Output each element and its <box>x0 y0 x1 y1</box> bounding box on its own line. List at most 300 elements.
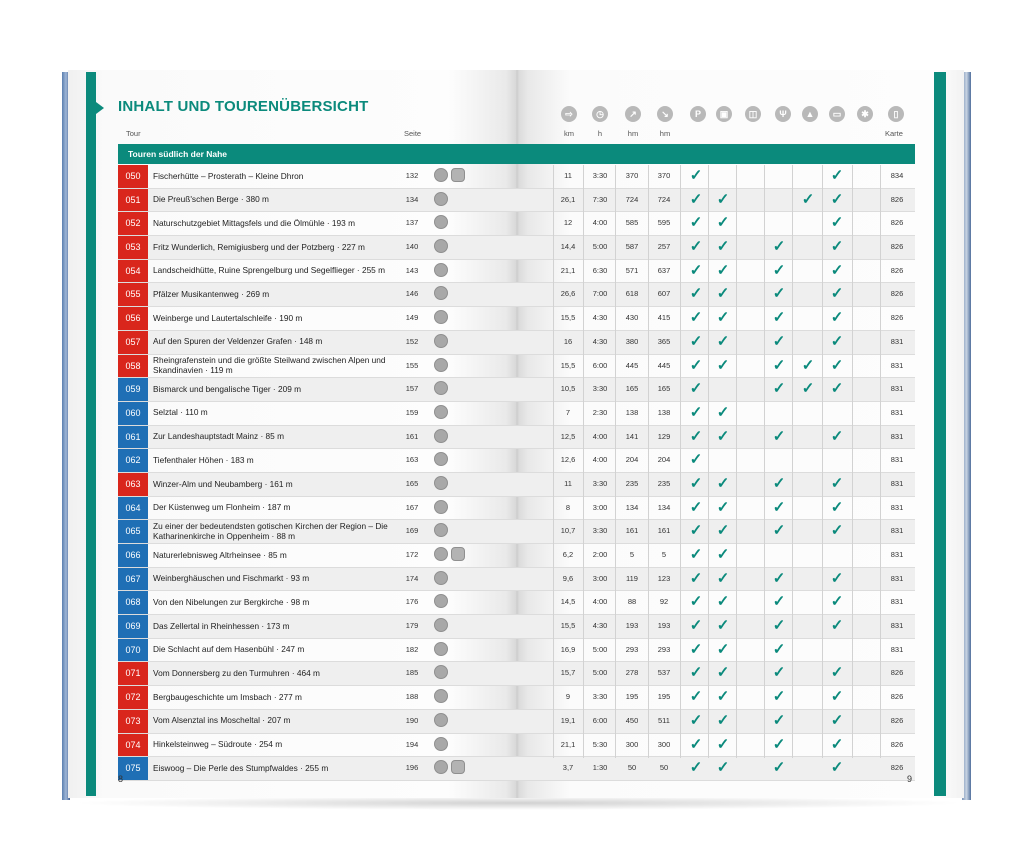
parking-icon: P <box>690 106 706 122</box>
tour-up: 585 <box>625 218 639 228</box>
checkmark-icon: ✓ <box>689 664 703 682</box>
checkmark-icon: ✓ <box>716 403 730 421</box>
checkmark-icon: ✓ <box>772 474 786 492</box>
tour-h: 2:30 <box>592 407 608 417</box>
checkmark-icon: ✓ <box>716 474 730 492</box>
checkmark-icon: ✓ <box>772 427 786 445</box>
trail-type-icon <box>434 476 448 490</box>
bus-icon: ▣ <box>716 106 732 122</box>
tour-page: 146 <box>405 289 419 299</box>
trail-type-icon <box>434 618 448 632</box>
clock-icon: ◷ <box>592 106 608 122</box>
checkmark-icon: ✓ <box>689 261 703 279</box>
checkmark-icon: ✓ <box>716 640 730 658</box>
tour-up: 445 <box>625 360 639 370</box>
tour-map: 826 <box>890 715 904 725</box>
tour-name: Vom Alsenztal ins Moscheltal · 207 m <box>153 715 291 726</box>
checkmark-icon: ✓ <box>689 356 703 374</box>
tour-km: 6,2 <box>562 550 574 559</box>
tour-up: 134 <box>625 502 639 512</box>
tour-name: Der Küstenweg um Flonheim · 187 m <box>153 502 291 513</box>
tour-km: 12 <box>563 218 573 228</box>
checkmark-icon: ✓ <box>689 759 703 777</box>
tour-up: 138 <box>625 407 639 417</box>
tour-h: 4:00 <box>592 455 608 465</box>
column-divider <box>583 165 584 758</box>
tour-number: 051 <box>118 189 148 212</box>
trail-type-icon <box>434 381 448 395</box>
tour-number: 060 <box>118 402 148 425</box>
trail-type-icon <box>434 334 448 348</box>
tour-page: 196 <box>405 763 419 773</box>
tour-map: 831 <box>890 597 904 607</box>
signpost-icon: ⇨ <box>561 106 577 122</box>
table-row <box>118 520 915 544</box>
tour-down: 365 <box>657 336 671 346</box>
tour-name: Weinberge und Lautertalschleife · 190 m <box>153 312 303 323</box>
tour-up: 278 <box>625 668 639 678</box>
tour-page: 137 <box>405 218 419 228</box>
checkmark-icon: ✓ <box>830 380 844 398</box>
tour-h: 3:30 <box>592 692 608 702</box>
tour-map: 831 <box>890 360 904 370</box>
tour-type-icons <box>434 737 448 753</box>
tour-page: 143 <box>405 265 419 275</box>
checkmark-icon: ✓ <box>716 498 730 516</box>
trail-type-icon <box>434 500 448 514</box>
tour-type-icons <box>434 168 465 184</box>
checkmark-icon: ✓ <box>772 617 786 635</box>
table-row <box>118 426 915 450</box>
tour-down: 129 <box>657 431 671 441</box>
table-row <box>118 189 915 213</box>
tour-up: 235 <box>625 478 639 488</box>
bed-icon: ▭ <box>829 106 845 122</box>
tour-name: Tiefenthaler Höhen · 183 m <box>153 454 254 465</box>
tour-km: 21,1 <box>560 265 576 275</box>
checkmark-icon: ✓ <box>772 593 786 611</box>
tour-name: Bismarck und bengalische Tiger · 209 m <box>153 383 302 394</box>
column-divider <box>680 165 681 758</box>
tour-h: 3:00 <box>592 573 608 583</box>
ascent-icon: ↗ <box>625 106 641 122</box>
table-row <box>118 734 915 758</box>
table-row <box>118 615 915 639</box>
tour-up: 165 <box>625 384 639 394</box>
checkmark-icon: ✓ <box>830 427 844 445</box>
checkmark-icon: ✓ <box>772 664 786 682</box>
tour-number: 074 <box>118 734 148 757</box>
tour-up: 293 <box>625 644 639 654</box>
page-number-left: 8 <box>118 774 124 784</box>
tour-km: 9,6 <box>562 573 574 583</box>
checkmark-icon: ✓ <box>716 688 730 706</box>
column-divider <box>736 165 737 758</box>
tour-down: 511 <box>658 715 670 725</box>
table-row <box>118 757 915 781</box>
tour-up: 571 <box>625 265 639 275</box>
tour-name: Bergbaugeschichte um Imsbach · 277 m <box>153 691 302 702</box>
checkmark-icon: ✓ <box>689 546 703 563</box>
checkmark-icon: ✓ <box>689 380 703 398</box>
tour-type-icons <box>434 405 448 421</box>
table-row <box>118 260 915 284</box>
table-row <box>118 710 915 734</box>
checkmark-icon: ✓ <box>716 261 730 279</box>
tour-type-icons <box>434 642 448 658</box>
checkmark-icon: ✓ <box>830 617 844 635</box>
tour-page: 159 <box>405 407 419 417</box>
tour-km: 9 <box>565 692 571 702</box>
trail-type-icon <box>434 760 448 774</box>
table-row <box>118 473 915 497</box>
tour-h: 4:00 <box>592 218 608 228</box>
tour-down: 445 <box>657 360 671 370</box>
tour-number: 057 <box>118 331 148 354</box>
tour-down: 537 <box>657 668 671 678</box>
tour-map: 831 <box>890 502 904 512</box>
map-icon: ▯ <box>888 106 904 122</box>
tour-name: Von den Nibelungen zur Bergkirche · 98 m <box>153 596 310 607</box>
tour-km: 15,7 <box>560 668 576 678</box>
tour-map: 826 <box>890 218 904 228</box>
tour-h: 2:00 <box>592 550 608 559</box>
checkmark-icon: ✓ <box>830 261 844 279</box>
tour-number: 063 <box>118 473 148 496</box>
tour-name: Eiswoog – Die Perle des Stumpfwaldes · 255 m <box>153 762 329 773</box>
column-divider <box>880 165 881 758</box>
tour-km: 16,9 <box>560 644 576 654</box>
tour-name: Rheingrafenstein und die größte Steilwand zwischen Alpen und Skandinavien · 119 m <box>153 355 386 375</box>
tour-type-icons <box>434 381 448 397</box>
trail-type-icon <box>434 239 448 253</box>
table-row <box>118 402 915 426</box>
tour-km: 11 <box>564 171 572 180</box>
tour-number: 068 <box>118 591 148 614</box>
tour-map: 826 <box>890 289 904 299</box>
table-row <box>118 236 915 260</box>
trail-type-icon <box>434 452 448 466</box>
summit-icon: ▲ <box>802 106 818 122</box>
page-number-right: 9 <box>907 774 913 784</box>
checkmark-icon: ✓ <box>830 190 844 208</box>
tour-page: 134 <box>405 194 419 204</box>
table-row <box>118 212 915 236</box>
tour-type-icons <box>434 618 448 634</box>
checkmark-icon: ✓ <box>772 285 786 303</box>
tour-km: 3,7 <box>562 763 574 773</box>
checkmark-icon: ✓ <box>830 238 844 256</box>
tour-map: 831 <box>890 455 904 465</box>
tour-km: 15,5 <box>560 621 576 631</box>
trail-type-icon <box>434 215 448 229</box>
restaurant-icon: Ψ <box>775 106 791 122</box>
checkmark-icon: ✓ <box>772 238 786 256</box>
checkmark-icon: ✓ <box>716 759 730 777</box>
checkmark-icon: ✓ <box>689 332 703 350</box>
column-divider <box>822 165 823 758</box>
checkmark-icon: ✓ <box>716 356 730 374</box>
tour-page: 172 <box>405 550 419 559</box>
tour-h: 7:00 <box>592 289 608 299</box>
unit-label: km <box>564 129 574 138</box>
unit-label: hm <box>659 129 671 138</box>
checkmark-icon: ✓ <box>772 261 786 279</box>
tour-name: Zur Landeshauptstadt Mainz · 85 m <box>153 431 284 442</box>
tour-type-icons <box>434 594 448 610</box>
tour-map: 826 <box>890 242 904 252</box>
tour-h: 4:30 <box>592 621 608 631</box>
tour-number: 055 <box>118 283 148 306</box>
page-title: INHALT UND TOURENÜBERSICHT <box>118 98 369 115</box>
tour-number: 050 <box>118 165 148 188</box>
tour-down: 415 <box>657 313 671 323</box>
tour-h: 4:30 <box>592 336 608 346</box>
checkmark-icon: ✓ <box>689 451 703 469</box>
tour-map: 831 <box>890 550 904 559</box>
tour-name: Hinkelsteinweg – Südroute · 254 m <box>153 739 283 750</box>
checkmark-icon: ✓ <box>830 735 844 753</box>
tour-down: 370 <box>657 171 671 180</box>
checkmark-icon: ✓ <box>716 664 730 682</box>
tour-up: 119 <box>626 573 638 583</box>
tour-down: 300 <box>657 739 671 749</box>
tour-map: 826 <box>890 194 904 204</box>
tour-up: 88 <box>627 597 637 607</box>
tour-h: 5:00 <box>592 644 608 654</box>
tour-number: 070 <box>118 639 148 662</box>
map-column-header: Karte <box>885 129 903 138</box>
tour-km: 15,5 <box>560 360 576 370</box>
checkmark-icon: ✓ <box>689 190 703 208</box>
tour-page: 152 <box>405 336 419 346</box>
tour-type-icons <box>434 215 448 231</box>
tour-map: 826 <box>890 739 904 749</box>
trail-type-icon <box>434 713 448 727</box>
tour-map: 826 <box>890 265 904 275</box>
cable-car-icon: ◫ <box>745 106 761 122</box>
tour-km: 11 <box>564 478 572 488</box>
tour-name: Vom Donnersberg zu den Turmuhren · 464 m <box>153 668 320 679</box>
tour-h: 7:30 <box>592 194 608 204</box>
tour-down: 134 <box>657 502 671 512</box>
table-row <box>118 568 915 592</box>
tour-km: 26,1 <box>560 194 576 204</box>
checkmark-icon: ✓ <box>689 593 703 611</box>
tour-name: Die Schlacht auf dem Hasenbühl · 247 m <box>153 644 305 655</box>
tour-h: 5:00 <box>592 668 608 678</box>
tour-up: 370 <box>625 171 639 180</box>
tour-up: 161 <box>625 526 639 536</box>
tour-km: 10,7 <box>560 526 576 536</box>
tour-down: 195 <box>657 692 671 702</box>
unit-label: hm <box>627 129 639 138</box>
checkmark-icon: ✓ <box>689 167 703 184</box>
table-row <box>118 449 915 473</box>
tour-type-icons <box>434 713 448 729</box>
trail-type-icon <box>434 286 448 300</box>
checkmark-icon: ✓ <box>830 285 844 303</box>
family-bear-icon <box>451 168 465 182</box>
tour-number: 062 <box>118 449 148 472</box>
tour-up: 141 <box>625 431 639 441</box>
table-row <box>118 639 915 663</box>
checkmark-icon: ✓ <box>716 332 730 350</box>
tour-down: 607 <box>657 289 671 299</box>
table-row <box>118 497 915 521</box>
trail-type-icon <box>434 689 448 703</box>
section-header <box>118 144 915 164</box>
tour-number: 071 <box>118 662 148 685</box>
checkmark-icon: ✓ <box>772 356 786 374</box>
tour-name: Die Preuß'schen Berge · 380 m <box>153 194 269 205</box>
tour-page: 185 <box>405 668 419 678</box>
trail-type-icon <box>434 358 448 372</box>
tour-h: 5:30 <box>592 739 608 749</box>
trail-type-icon <box>434 429 448 443</box>
tour-h: 4:00 <box>592 431 608 441</box>
trail-type-icon <box>434 737 448 751</box>
tour-type-icons <box>434 547 465 563</box>
checkmark-icon: ✓ <box>830 356 844 374</box>
tour-km: 16 <box>563 336 573 346</box>
tour-page: 190 <box>405 715 419 725</box>
checkmark-icon: ✓ <box>772 498 786 516</box>
tour-h: 1:30 <box>592 763 608 773</box>
tour-down: 161 <box>657 526 671 536</box>
tour-down: 204 <box>657 455 671 465</box>
title-arrow-icon <box>96 102 104 114</box>
section-title: Touren südlich der Nahe <box>128 149 228 159</box>
tour-page: 161 <box>405 431 419 441</box>
tour-number: 069 <box>118 615 148 638</box>
checkmark-icon: ✓ <box>716 569 730 587</box>
checkmark-icon: ✓ <box>830 522 844 540</box>
checkmark-icon: ✓ <box>830 498 844 516</box>
tour-up: 300 <box>625 739 639 749</box>
tour-up: 193 <box>625 621 639 631</box>
checkmark-icon: ✓ <box>830 759 844 777</box>
checkmark-icon: ✓ <box>830 167 844 184</box>
tour-down: 50 <box>659 763 669 773</box>
tour-down: 123 <box>657 573 671 583</box>
tour-km: 14,4 <box>560 242 576 252</box>
tour-type-icons <box>434 192 448 208</box>
tour-number: 052 <box>118 212 148 235</box>
tour-type-icons <box>434 263 448 279</box>
tour-type-icons <box>434 760 465 776</box>
tour-h: 3:30 <box>592 384 608 394</box>
table-row <box>118 331 915 355</box>
checkmark-icon: ✓ <box>689 238 703 256</box>
tour-page: 140 <box>405 242 419 252</box>
tour-up: 50 <box>627 763 637 773</box>
checkmark-icon: ✓ <box>716 238 730 256</box>
tour-page: 194 <box>405 739 419 749</box>
table-row <box>118 662 915 686</box>
tour-number: 061 <box>118 426 148 449</box>
tour-map: 831 <box>890 431 904 441</box>
checkmark-icon: ✓ <box>689 640 703 658</box>
tour-km: 12,6 <box>560 455 576 465</box>
checkmark-icon: ✓ <box>772 569 786 587</box>
column-divider <box>852 165 853 758</box>
column-divider <box>553 165 554 758</box>
family-bear-icon <box>451 760 465 774</box>
tour-down: 293 <box>657 644 671 654</box>
tour-page: 169 <box>405 526 419 536</box>
tour-type-icons <box>434 476 448 492</box>
checkmark-icon: ✓ <box>801 190 815 208</box>
tour-number: 075 <box>118 757 148 780</box>
trail-type-icon <box>434 168 448 182</box>
table-row <box>118 355 915 379</box>
tour-type-icons <box>434 429 448 445</box>
trail-type-icon <box>434 405 448 419</box>
tour-map: 826 <box>890 313 904 323</box>
trail-type-icon <box>434 310 448 324</box>
tour-up: 724 <box>625 194 639 204</box>
tour-km: 12,5 <box>560 431 576 441</box>
checkmark-icon: ✓ <box>772 309 786 327</box>
checkmark-icon: ✓ <box>801 380 815 398</box>
checkmark-icon: ✓ <box>716 285 730 303</box>
checkmark-icon: ✓ <box>716 546 730 563</box>
tour-page: 163 <box>405 455 419 465</box>
tour-h: 3:00 <box>592 502 608 512</box>
checkmark-icon: ✓ <box>772 522 786 540</box>
tour-number: 072 <box>118 686 148 709</box>
tour-up: 430 <box>625 313 639 323</box>
tour-km: 14,5 <box>560 597 576 607</box>
tour-name: Landscheidhütte, Ruine Sprengelburg und Segelflieger · 255 m <box>153 265 386 276</box>
column-divider <box>648 165 649 758</box>
checkmark-icon: ✓ <box>716 522 730 540</box>
tour-number: 065 <box>118 520 148 543</box>
tour-number: 064 <box>118 497 148 520</box>
tour-down: 193 <box>657 621 671 631</box>
tour-page: 182 <box>405 644 419 654</box>
checkmark-icon: ✓ <box>716 735 730 753</box>
tour-page: 167 <box>405 502 419 512</box>
column-divider <box>792 165 793 758</box>
tour-type-icons <box>434 523 448 539</box>
tour-map: 826 <box>890 692 904 702</box>
tour-down: 595 <box>657 218 671 228</box>
tour-km: 10,5 <box>560 384 576 394</box>
tour-km: 8 <box>565 502 571 512</box>
tour-type-icons <box>434 452 448 468</box>
book-shadow <box>70 796 966 810</box>
checkmark-icon: ✓ <box>689 617 703 635</box>
table-row <box>118 378 915 402</box>
tour-number: 053 <box>118 236 148 259</box>
tour-page: 174 <box>405 573 419 583</box>
checkmark-icon: ✓ <box>689 688 703 706</box>
checkmark-icon: ✓ <box>689 735 703 753</box>
checkmark-icon: ✓ <box>716 427 730 445</box>
tour-name: Selztal · 110 m <box>153 407 208 418</box>
tour-up: 587 <box>625 242 639 252</box>
checkmark-icon: ✓ <box>772 380 786 398</box>
tour-km: 19,1 <box>560 715 576 725</box>
tour-up: 450 <box>625 715 639 725</box>
tour-type-icons <box>434 571 448 587</box>
tour-name: Naturschutzgebiet Mittagsfels und die Ölmühle · 193 m <box>153 217 355 228</box>
unit-label: h <box>597 129 603 138</box>
tour-number: 073 <box>118 710 148 733</box>
trail-type-icon <box>434 523 448 537</box>
